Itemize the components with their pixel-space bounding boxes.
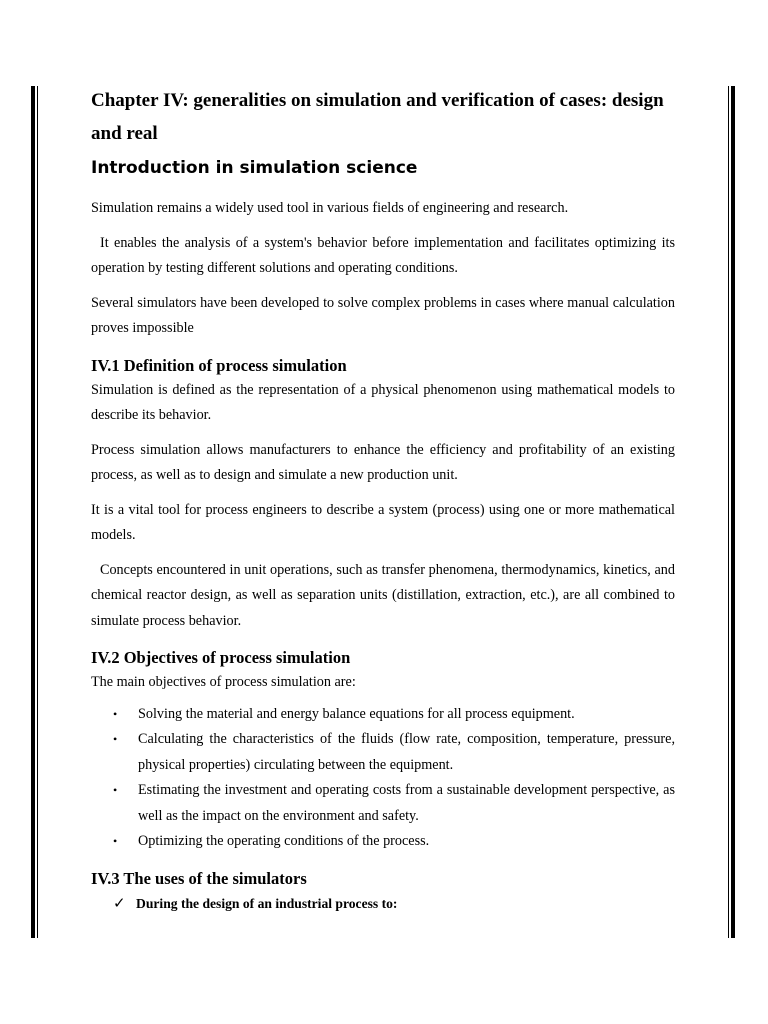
bullet-icon: •	[113, 706, 118, 721]
section-heading-uses: IV.3 The uses of the simulators	[91, 868, 307, 888]
document-body	[91, 84, 675, 915]
intro-paragraph: Simulation remains a widely used tool in various fields of engineering and research.	[91, 200, 569, 216]
list-item	[91, 727, 675, 778]
list-item-text: Estimating the investment and operating costs from a sustainable development perspective, as well as the impact on the environment and safety.	[138, 782, 675, 824]
chapter-title: Chapter IV: generalities on simulation and verification of cases: design and real	[91, 90, 664, 144]
intro-paragraph: It enables the analysis of a system's behavior before implementation and facilitates optimizing its operation by testing different solutions and operating conditions.	[91, 234, 675, 276]
intro-paragraph: Several simulators have been developed to solve complex problems in cases where manual calculation proves impossible	[91, 294, 675, 336]
list-item	[91, 829, 675, 855]
definition-paragraph: Process simulation allows manufacturers to enhance the efficiency and profitability of an existing process, as well as to design and simulate a new production unit.	[91, 441, 675, 483]
list-item-text: Solving the material and energy balance equations for all process equipment.	[138, 705, 575, 722]
definition-paragraph: It is a vital tool for process engineers to describe a system (process) using one or more mathematical models.	[91, 501, 675, 543]
definition-paragraph: Simulation is defined as the representation of a physical phenomenon using mathematical models to describe its behavior.	[91, 381, 675, 423]
section-heading-definition: IV.1 Definition of process simulation	[91, 355, 347, 375]
section-heading-objectives: IV.2 Objectives of process simulation	[91, 648, 351, 667]
page-border-right	[731, 86, 735, 938]
bullet-icon: •	[113, 732, 118, 746]
page-border-left-inner	[37, 86, 38, 938]
check-list-item	[91, 893, 675, 915]
check-item-text: During the design of an industrial process to:	[136, 895, 398, 911]
list-item	[91, 702, 675, 728]
list-item-text: Optimizing the operating conditions of the process.	[138, 833, 430, 849]
list-item	[91, 778, 675, 829]
bullet-icon: •	[113, 783, 118, 797]
definition-paragraph: Concepts encountered in unit operations, such as transfer phenomena, thermodynamics, kinetics, and chemical reactor design, as well as separation units (distillation, extraction, etc.), are all combined to simulate process behavior.	[91, 561, 675, 629]
objectives-list	[91, 702, 675, 855]
page-border-right-inner	[728, 86, 729, 938]
bullet-icon: •	[113, 834, 118, 848]
objectives-intro: The main objectives of process simulation are:	[91, 674, 356, 690]
list-item-text: Calculating the characteristics of the fluids (flow rate, composition, temperature, pressure, physical properties) circulating between the equipment.	[138, 731, 675, 773]
page-border-left	[31, 86, 35, 938]
checkmark-icon: ✓	[113, 895, 126, 912]
intro-heading: Introduction in simulation science	[91, 158, 418, 178]
